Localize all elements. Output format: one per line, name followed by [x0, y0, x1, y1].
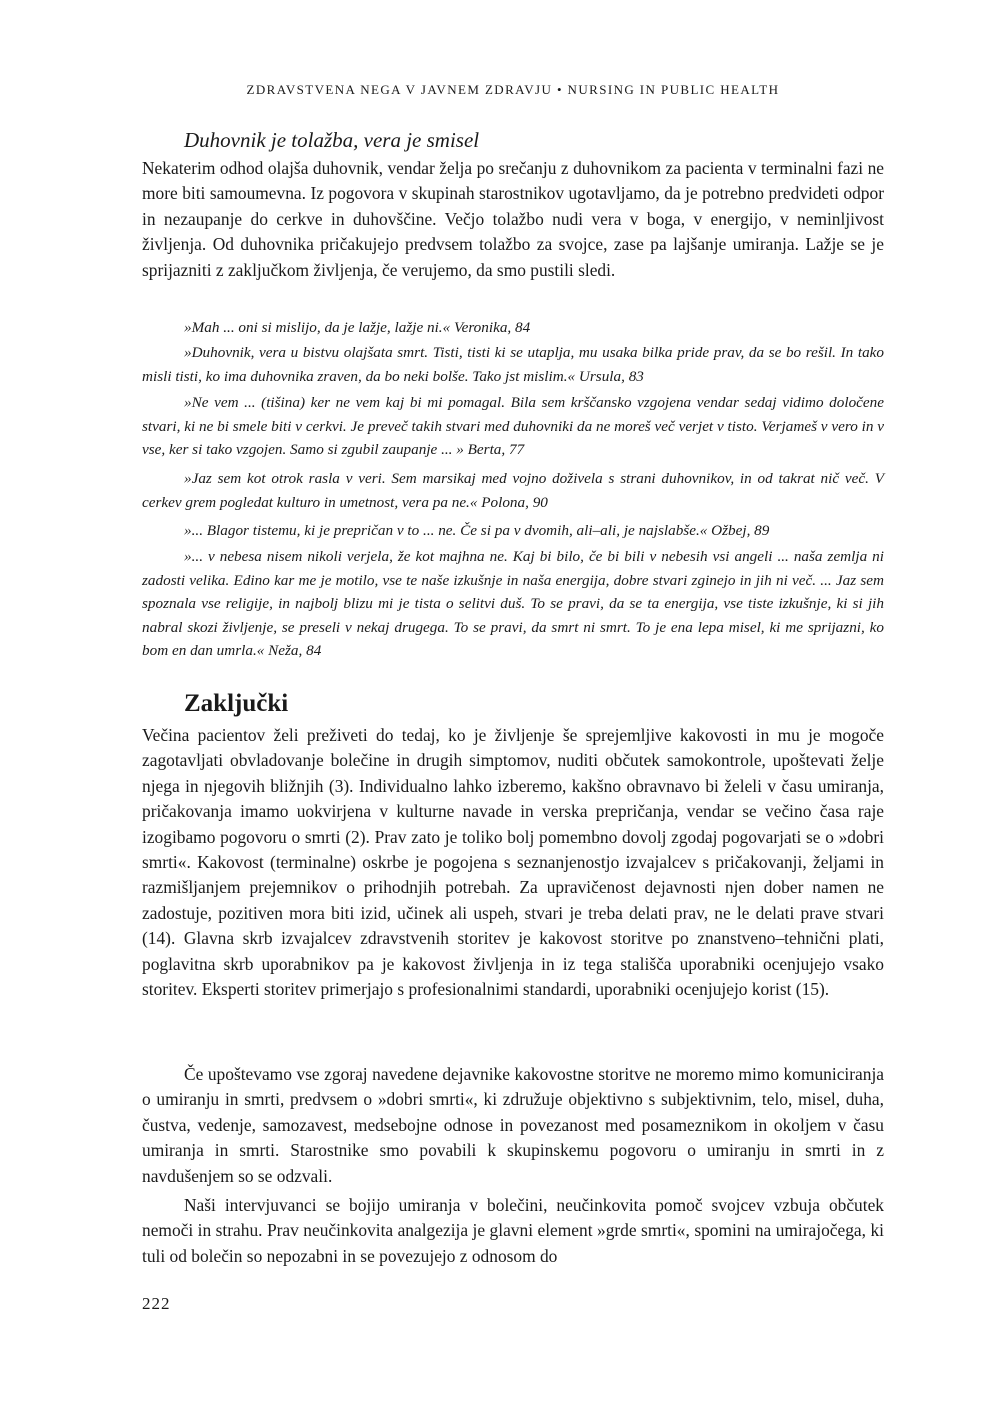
quote-veronika: »Mah ... oni si mislijo, da je lažje, lažje ni.« Veronika, 84 — [184, 319, 531, 336]
section-heading: Zaključki — [184, 690, 289, 717]
page-number: 222 — [142, 1294, 171, 1313]
conclusion-paragraph-1: Večina pacientov želi preživeti do tedaj, ko je življenje še sprejemljive kakovosti in mu je mogoče zagotavljati obvladovanje bolečine in drugih simptomov, nuditi občutek samokontrole, upoštevati želje njega in njegovih bližnjih (3). Individualno lahko izberemo, kakšno obravnavo bi želeli v času umiranja, pričakovanja imamo uokvirjena v kulturne navade in verska prepričanja, vendar se večino časa raje izogibamo pogovoru o smrti (2). Prav zato je toliko bolj pomembno dovolj zgodaj pogovarjati se o »dobri smrti«. Kakovost (terminalne) oskrbe je pogojena s seznanjenostjo izvajalcev s pričakovanji, željami in razmišljanjem prejemnikov o prihodnjih potrebah. Za upravičenost dejavnosti njen dober namen ne zadostuje, pozitiven mora biti izid, učinek ali uspeh, stvari je treba delati prav, ne le delati prave stvari (14). Glavna skrb izvajalcev zdravstvenih storitev je kakovost storitve po znanstveno–tehnični plati, poglavitna skrb uporabnikov pa je kakovost življenja in iz tega stališča uporabniki ocenjujejo vsako storitev. Eksperti storitev primerjajo s profesionalnimi standardi, uporabniki ocenjujejo korist (15). — [142, 725, 884, 1000]
quote-berta: »Ne vem ... (tišina) ker ne vem kaj bi mi pomagal. Bila sem krščansko vzgojena vendar sedaj vidimo določene stvari, ki ne bi smele biti v cerkvi. Je preveč takih stvari med duhovniki da ne moreš več verjet v tisto. Verjameš v vero in v vse, ker si tako vzgojen. Samo si zgubil zaupanje ... » Berta, 77 — [142, 394, 884, 459]
conclusion-paragraph-2: Če upoštevamo vse zgoraj navedene dejavnike kakovostne storitve ne moremo mimo komuniciranja o umiranju in smrti, predvsem o »dobri smrti«, ki združuje objektivno s subjektivnim, telo, misel, duha, čustva, vedenje, samozavest, medsebojne odnose in povezanost med posameznikom in okoljem v času umiranja in smrti. Starostnike smo povabili k skupinskemu pogovoru o umiranju in smrti in z navdušenjem so se odzvali. — [142, 1064, 884, 1186]
running-head: ZDRAVSTVENA NEGA V JAVNEM ZDRAVJU • NURSING IN PUBLIC HEALTH — [246, 82, 780, 97]
subsection-title: Duhovnik je tolažba, vera je smisel — [184, 128, 480, 152]
quote-polona: »Jaz sem kot otrok rasla v veri. Sem marsikaj med vojno doživela s strani duhovnikov, in od takrat nič več. V cerkev grem pogledat kulturo in umetnost, vera pa ne.« Polona, 90 — [142, 470, 884, 511]
quote-ozbej: »... Blagor tistemu, ki je prepričan v to ... ne. Če si pa v dvomih, ali–ali, je najslabše.« Ožbej, 89 — [184, 522, 770, 539]
conclusion-paragraph-3: Naši intervjuvanci se bojijo umiranja v bolečini, neučinkovita pomoč svojcev vzbuja občutek nemoči in strahu. Prav neučinkovita analgezija je glavni element »grde smrti«, spomini na umirajočega, ki tuli od bolečin so nepozabni in se povezujejo z odnosom do — [142, 1195, 884, 1266]
quote-ursula: »Duhovnik, vera u bistvu olajšata smrt. Tisti, tisti ki se utaplja, mu usaka bilka pride prav, da se bo rešil. In tako misli tisti, ko ima duhovnika zraven, da bo neki bolše. Tako jst mislim.« Ursula, 83 — [142, 344, 884, 385]
subsection-paragraph: Nekaterim odhod olajša duhovnik, vendar želja po srečanju z duhovnikom za pacienta v terminalni fazi ne more biti samoumevna. Iz pogovora v skupinah starostnikov ugotavljamo, da je potrebno predvideti odpor in nezaupanje do cerkve in duhovščine. Večjo tolažbo nudi vera v boga, v energijo, v neminljivost življenja. Od duhovnika pričakujejo predvsem tolažbo za svojce, zase pa lajšanje umiranja. Lažje se je sprijazniti z zaključkom življenja, če verujemo, da smo pustili sledi. — [142, 158, 884, 280]
quote-neza: »... v nebesa nisem nikoli verjela, že kot majhna ne. Kaj bi bilo, če bi bili v nebesih vsi angeli ... naša zemlja ni zadosti velika. Edino kar me je motilo, vse te naše izkušnje in naša energija, dobre stvari zginejo in jih ni več. ... Jaz sem spoznala vse religije, in najbolj blizu mi je tista o selitvi duš. To se pravi, da se ta energija, vse tiste izkušnje, ki si jih nabral skozi življenje, se preseli v nekaj drugega. To se pravi, da smrt ni smrt. To je ena lepa misel, ki me sprijazni, ko bom en dan umrla.« Neža, 84 — [142, 548, 884, 660]
